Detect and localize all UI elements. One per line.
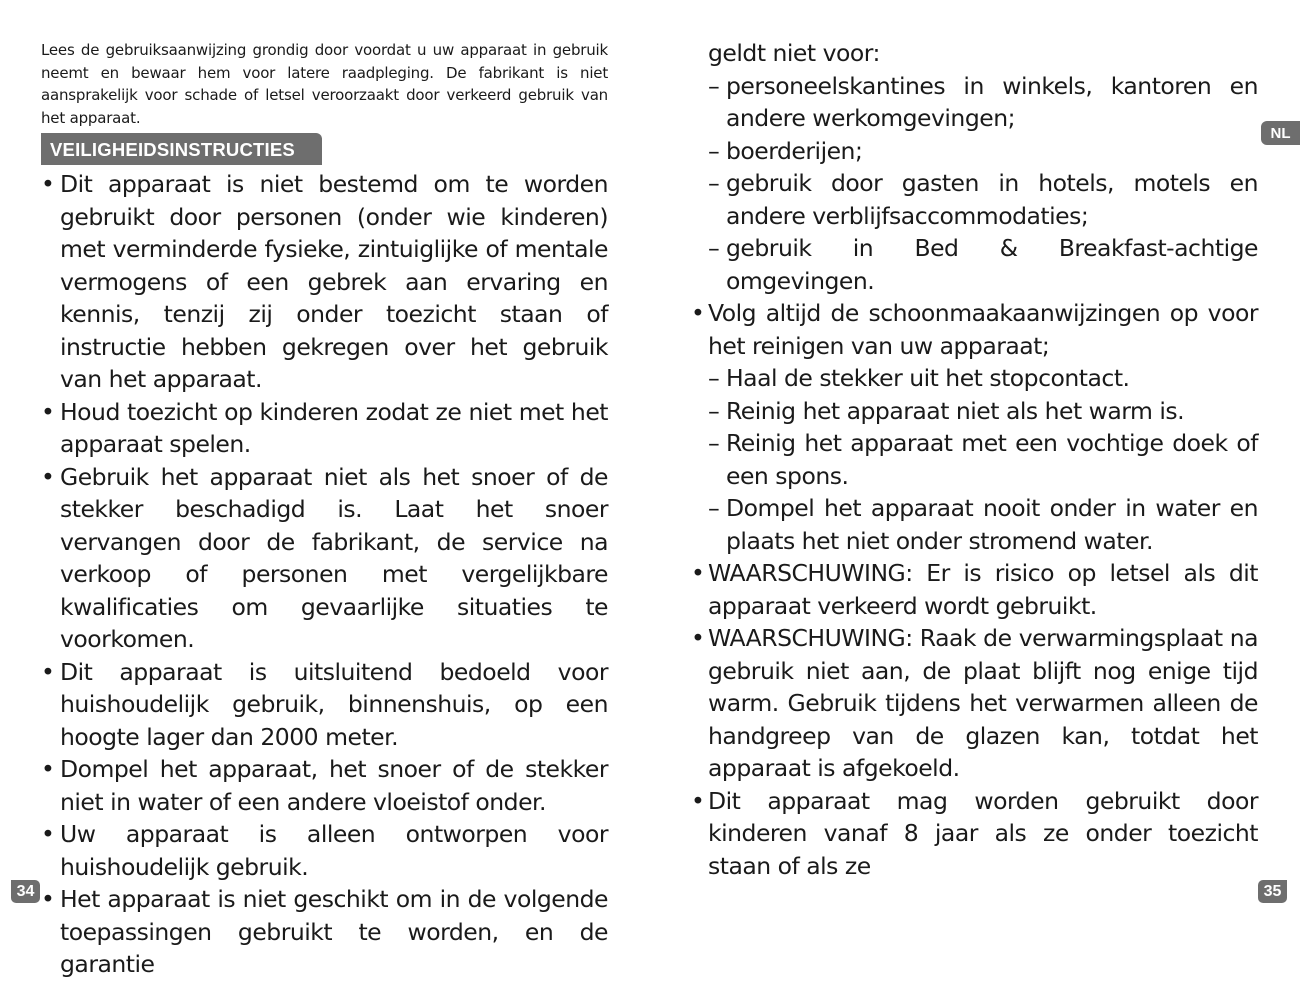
safety-instructions-list-continued <box>708 37 1258 882</box>
list-item: • Houd toezicht op kinderen zodat ze niet met het apparaat spelen. <box>41 396 608 461</box>
list-item-warning: • WAARSCHUWING: Raak de verwarmingsplaat na gebruik niet aan, de plaat blijft nog enige tijd warm. Gebruik tijdens het verwarmen alleen de handgreep van de glazen kan, totdat het apparaat is afgekoeld. <box>691 622 1258 785</box>
page-number-right: 35 <box>1258 880 1287 903</box>
page-number-left: 34 <box>11 880 40 903</box>
list-item: • Dompel het apparaat, het snoer of de stekker niet in water of een andere vloeistof onder. <box>41 753 608 818</box>
list-item-warning: • WAARSCHUWING: Er is risico op letsel als dit apparaat verkeerd wordt gebruikt. <box>691 557 1258 622</box>
list-item: • Dit apparaat is niet bestemd om te worden gebruikt door personen (onder wie kinderen) met verminderde fysieke, zintuiglijke of mentale vermogens of een gebrek aan ervaring en kennis, tenzij zij onder toezicht staan of instructie hebben gekregen over het gebruik van het apparaat. <box>41 168 608 396</box>
list-item: • Het apparaat is niet geschikt om in de volgende toepassingen gebruikt te worden, en de garantie <box>41 883 608 981</box>
exclusion-item: – gebruik in Bed & Breakfast-achtige omgevingen. <box>708 232 1258 297</box>
cleaning-step: – Reinig het apparaat met een vochtige doek of een spons. <box>708 427 1258 492</box>
list-item-cleaning: • Volg altijd de schoonmaakaanwijzingen op voor het reinigen van uw apparaat; <box>691 297 1258 362</box>
section-title-safety: VEILIGHEIDSINSTRUCTIES <box>41 133 322 165</box>
safety-instructions-list <box>41 168 608 981</box>
language-tab: NL <box>1261 121 1300 145</box>
exclusion-item: – gebruik door gasten in hotels, motels en andere verblijfsaccommodaties; <box>708 167 1258 232</box>
cleaning-step: – Reinig het apparaat niet als het warm is. <box>708 395 1258 428</box>
list-item: • Dit apparaat is uitsluitend bedoeld voor huishoudelijk gebruik, binnenshuis, op een hoogte lager dan 2000 meter. <box>41 656 608 754</box>
cleaning-step: – Haal de stekker uit het stopcontact. <box>708 362 1258 395</box>
cleaning-step: – Dompel het apparaat nooit onder in water en plaats het niet onder stromend water. <box>708 492 1258 557</box>
intro-paragraph: Lees de gebruiksaanwijzing grondig door voordat u uw apparaat in gebruik neemt en bewaar hem voor latere raadpleging. De fabrikant is niet aansprakelijk voor schade of letsel veroorzaakt door verkeerd gebruik van het apparaat. <box>41 41 608 127</box>
exclusion-item: – boerderijen; <box>708 135 1258 168</box>
list-item: • Dit apparaat mag worden gebruikt door kinderen vanaf 8 jaar als ze onder toezicht staan of als ze <box>691 785 1258 883</box>
exclusion-item: – personeelskantines in winkels, kantoren en andere werkomgevingen; <box>708 70 1258 135</box>
continuation-text: geldt niet voor: <box>708 39 880 67</box>
list-item: • Uw apparaat is alleen ontworpen voor huishoudelijk gebruik. <box>41 818 608 883</box>
list-item: • Gebruik het apparaat niet als het snoer of de stekker beschadigd is. Laat het snoer vervangen door de fabrikant, de service na verkoop of personen met vergelijkbare kwalificaties om gevaarlijke situaties te voorkomen. <box>41 461 608 656</box>
